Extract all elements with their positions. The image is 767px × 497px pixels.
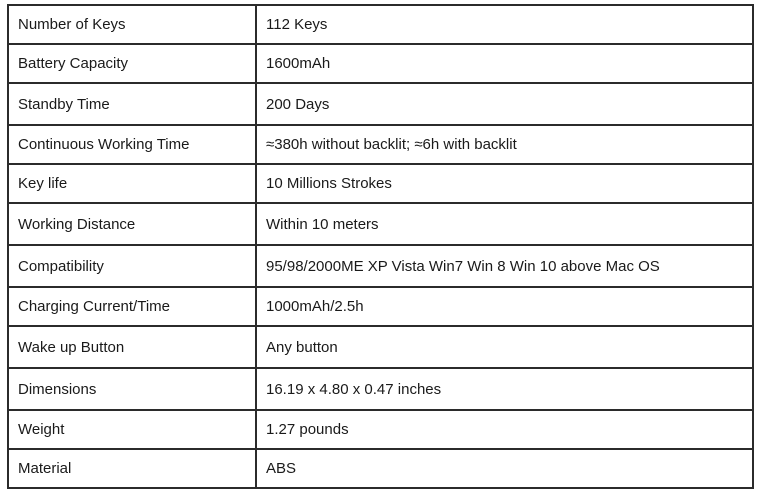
table-row [8, 83, 753, 125]
spec-value: ABS [256, 449, 753, 488]
spec-label: Compatibility [8, 245, 256, 287]
spec-value: 95/98/2000ME XP Vista Win7 Win 8 Win 10 above Mac OS [256, 245, 753, 287]
table-row [8, 245, 753, 287]
spec-label: Battery Capacity [8, 44, 256, 83]
spec-value: ≈380h without backlit; ≈6h with backlit [256, 125, 753, 164]
spec-value: Within 10 meters [256, 203, 753, 245]
spec-value: 112 Keys [256, 5, 753, 44]
table-row [8, 368, 753, 410]
spec-label: Working Distance [8, 203, 256, 245]
table-row [8, 326, 753, 368]
table-row [8, 203, 753, 245]
spec-value: 16.19 x 4.80 x 0.47 inches [256, 368, 753, 410]
spec-value: Any button [256, 326, 753, 368]
spec-label: Weight [8, 410, 256, 449]
spec-label: Standby Time [8, 83, 256, 125]
table-row [8, 125, 753, 164]
table-row [8, 410, 753, 449]
spec-value: 10 Millions Strokes [256, 164, 753, 203]
spec-value: 1600mAh [256, 44, 753, 83]
table-row [8, 449, 753, 488]
spec-label: Charging Current/Time [8, 287, 256, 326]
spec-label: Number of Keys [8, 5, 256, 44]
spec-label: Key life [8, 164, 256, 203]
spec-label: Dimensions [8, 368, 256, 410]
spec-value: 1.27 pounds [256, 410, 753, 449]
spec-label: Wake up Button [8, 326, 256, 368]
spec-label: Material [8, 449, 256, 488]
spec-label: Continuous Working Time [8, 125, 256, 164]
table-row [8, 5, 753, 44]
spec-table [7, 4, 754, 489]
table-row [8, 287, 753, 326]
spec-value: 200 Days [256, 83, 753, 125]
spec-value: 1000mAh/2.5h [256, 287, 753, 326]
table-row [8, 44, 753, 83]
table-row [8, 164, 753, 203]
